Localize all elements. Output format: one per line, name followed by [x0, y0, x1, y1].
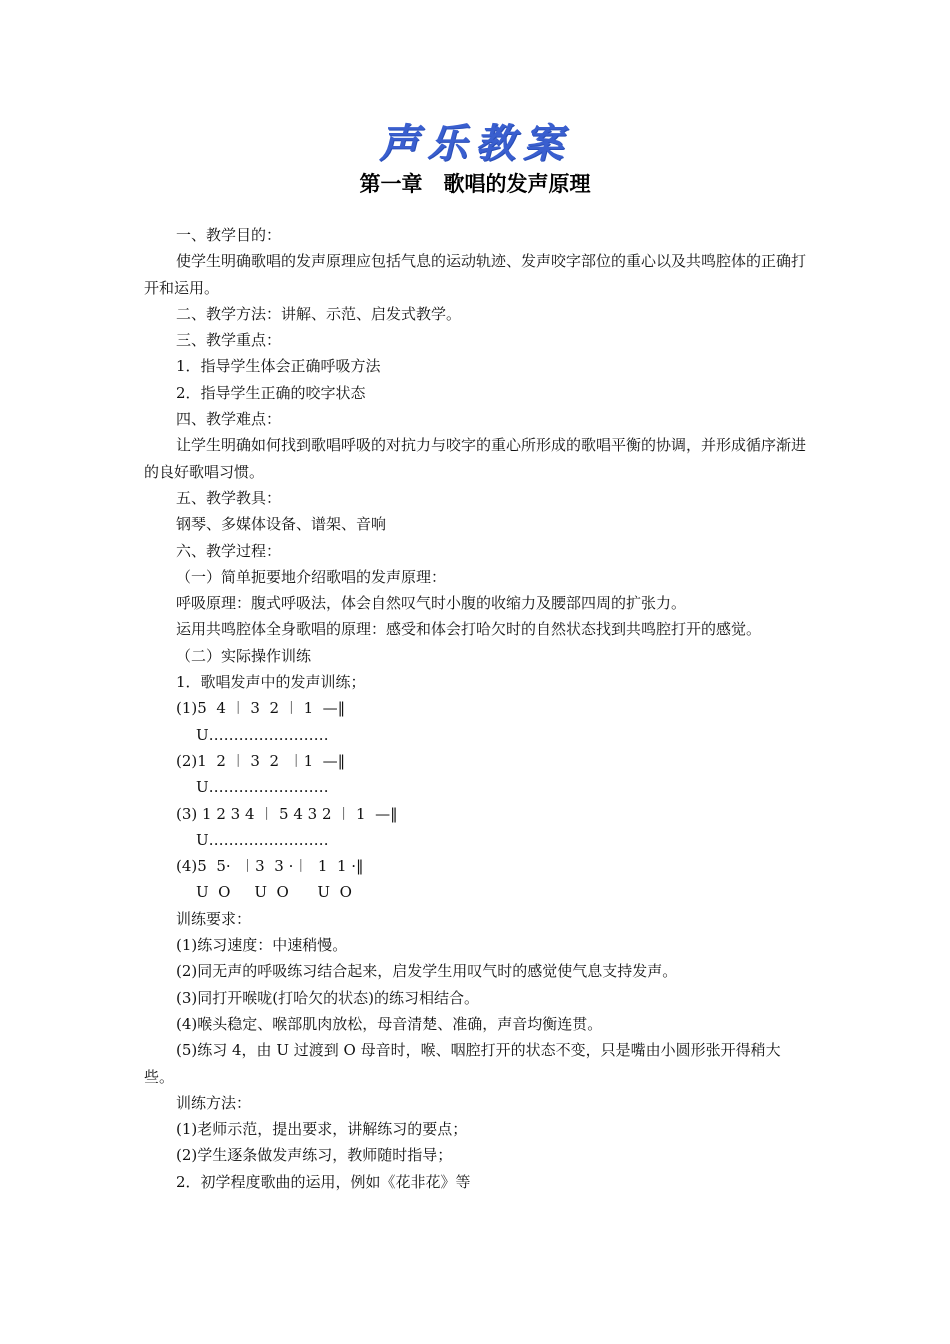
vowel-line: U…………………… — [196, 725, 329, 744]
music-notation-line: (3) 1 2 3 4 ︱ 5 4 3 2 ︱ 1 —‖ — [176, 804, 398, 823]
list-item: (2)同无声的呼吸练习结合起来，启发学生用叹气时的感觉使气息支持发声。 — [176, 962, 678, 981]
subsection-heading: 训练要求： — [176, 909, 252, 928]
list-item: (5)练习 4，由 U 过渡到 O 母音时，喉、咽腔打开的状态不变，只是嘴由小圆形张开得稍大些。 — [144, 1041, 781, 1086]
music-notation-line: (1)5 4 ︱ 3 2 ︱ 1 —‖ — [176, 699, 346, 718]
subsection-heading: （二）实际操作训练 — [176, 646, 312, 665]
vowel-line: U…………………… — [196, 778, 329, 797]
list-item: 1．指导学生体会正确呼吸方法 — [176, 357, 381, 376]
paragraph: 呼吸原理：腹式呼吸法，体会自然叹气时小腹的收缩力及腰部四周的扩张力。 — [176, 594, 687, 613]
list-item: (4)喉头稳定、喉部肌肉放松，母音清楚、准确，声音均衡连贯。 — [176, 1014, 603, 1033]
vowel-line: U…………………… — [196, 830, 329, 849]
section-heading-methods: 二、教学方法：讲解、示范、启发式教学。 — [176, 304, 462, 323]
vowel-line: U O U O U O — [196, 883, 352, 902]
section-heading-difficulties: 四、教学难点： — [176, 410, 282, 429]
music-notation-line: (2)1 2 ︱ 3 2 ︱1 —‖ — [176, 751, 346, 770]
list-item: 2．指导学生正确的咬字状态 — [176, 383, 366, 402]
chapter-title: 第一章 歌唱的发声原理 — [359, 172, 591, 196]
list-item: (1)老师示范，提出要求，讲解练习的要点； — [176, 1120, 468, 1139]
section-heading-key-points: 三、教学重点： — [176, 331, 282, 350]
section-heading-objectives: 一、教学目的： — [176, 226, 282, 244]
subsection-heading: 训练方法： — [176, 1093, 252, 1112]
list-item: 2．初学程度歌曲的运用，例如《花非花》等 — [176, 1172, 471, 1191]
paragraph: 使学生明确歌唱的发声原理应包括气息的运动轨迹、发声咬字部位的重心以及共鸣腔体的正确打开和运用。 — [144, 252, 807, 297]
music-notation-line: (4)5 5· ︱3 3 ·︱ 1 1 ·‖ — [176, 857, 364, 876]
section-heading-tools: 五、教学教具： — [176, 488, 282, 507]
section-heading-process: 六、教学过程： — [176, 541, 282, 560]
subsection-heading: （一）简单扼要地介绍歌唱的发声原理： — [176, 567, 447, 586]
document-main-title: 声乐教案 — [379, 121, 571, 167]
paragraph: 钢琴、多媒体设备、谱架、音响 — [176, 515, 387, 534]
list-item: (2)学生逐条做发声练习，教师随时指导； — [176, 1146, 453, 1165]
document-body — [144, 222, 808, 1195]
paragraph: 运用共鸣腔体全身歌唱的原理：感受和体会打哈欠时的自然状态找到共鸣腔打开的感觉。 — [176, 620, 762, 639]
list-item: 1．歌唱发声中的发声训练； — [176, 673, 366, 692]
paragraph: 让学生明确如何找到歌唱呼吸的对抗力与咬字的重心所形成的歌唱平衡的协调，并形成循序渐进的良好歌唱习惯。 — [144, 436, 807, 481]
list-item: (1)练习速度：中速稍慢。 — [176, 936, 348, 955]
list-item: (3)同打开喉咙(打哈欠的状态)的练习相结合。 — [176, 988, 479, 1007]
